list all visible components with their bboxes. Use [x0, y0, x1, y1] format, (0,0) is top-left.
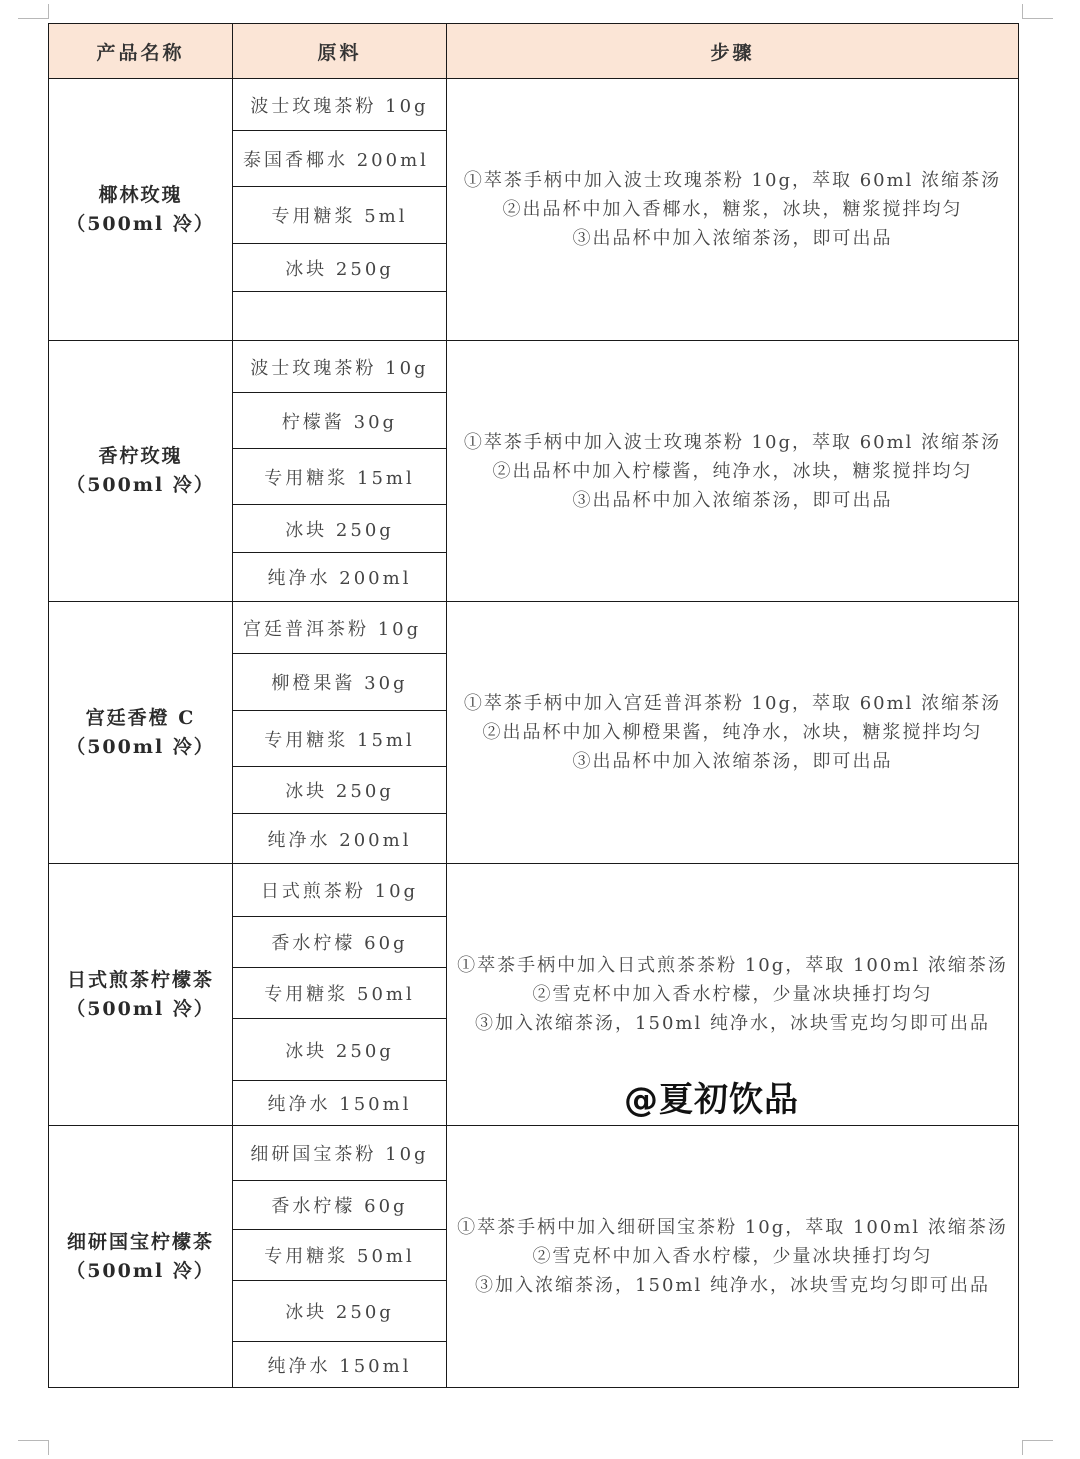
ingredient-cell: 专用糖浆 5ml	[233, 187, 447, 244]
table-header-row	[49, 24, 1019, 79]
product-name: 日式煎茶柠檬茶	[66, 968, 214, 991]
product-name-cell	[49, 602, 233, 864]
ingredient-cell: 宫廷普洱茶粉 10g	[233, 602, 447, 654]
ingredient-cell: 专用糖浆 50ml	[233, 1230, 447, 1281]
step-2: ②雪克杯中加入香水柠檬，少量冰块捶打均匀	[532, 1246, 933, 1267]
product-size: （500ml 冷）	[66, 997, 215, 1020]
product-name: 宫廷香橙 C	[85, 706, 196, 729]
header-product-name: 产品名称	[49, 24, 233, 79]
ingredient-cell: 专用糖浆 15ml	[233, 711, 447, 767]
ingredient-cell: 纯净水 200ml	[233, 553, 447, 602]
watermark: @夏初饮品	[624, 1080, 799, 1120]
step-2: ②雪克杯中加入香水柠檬，少量冰块捶打均匀	[532, 984, 933, 1005]
table-row	[49, 602, 1019, 654]
step-3: ③出品杯中加入浓缩茶汤，即可出品	[572, 228, 893, 249]
ingredient-cell: 波士玫瑰茶粉 10g	[233, 341, 447, 393]
product-size: （500ml 冷）	[66, 735, 215, 758]
crop-mark-bottom-right	[1022, 1440, 1053, 1455]
ingredient-cell: 波士玫瑰茶粉 10g	[233, 79, 447, 131]
table-row	[49, 79, 1019, 131]
product-name-cell	[49, 79, 233, 341]
product-name-cell	[49, 341, 233, 602]
ingredient-cell: 纯净水 200ml	[233, 814, 447, 864]
step-3: ③出品杯中加入浓缩茶汤，即可出品	[572, 751, 893, 772]
recipe-table	[48, 23, 1019, 1388]
ingredient-cell: 冰块 250g	[233, 767, 447, 814]
ingredient-cell: 泰国香椰水 200ml	[233, 131, 447, 187]
ingredient-cell: 纯净水 150ml	[233, 1081, 447, 1126]
header-ingredients: 原料	[233, 24, 447, 79]
steps-cell	[447, 341, 1019, 602]
ingredient-cell: 香水柠檬 60g	[233, 917, 447, 968]
ingredient-cell: 柳橙果酱 30g	[233, 654, 447, 711]
product-name: 香柠玫瑰	[98, 445, 183, 467]
ingredient-cell: 专用糖浆 15ml	[233, 449, 447, 505]
steps-cell	[447, 79, 1019, 341]
step-1: ①萃茶手柄中加入波士玫瑰茶粉 10g，萃取 60ml 浓缩茶汤	[463, 170, 1002, 191]
step-3: ③加入浓缩茶汤，150ml 纯净水，冰块雪克均匀即可出品	[475, 1013, 990, 1034]
ingredient-cell: 冰块 250g	[233, 1281, 447, 1342]
step-3: ③加入浓缩茶汤，150ml 纯净水，冰块雪克均匀即可出品	[475, 1275, 990, 1296]
header-steps: 步骤	[447, 24, 1019, 79]
table-row	[49, 864, 1019, 917]
step-2: ②出品杯中加入柠檬酱，纯净水，冰块，糖浆搅拌均匀	[492, 460, 973, 482]
product-name: 细研国宝柠檬茶	[66, 1230, 214, 1253]
ingredient-cell: 细研国宝茶粉 10g	[233, 1126, 447, 1181]
step-1: ①萃茶手柄中加入波士玫瑰茶粉 10g，萃取 60ml 浓缩茶汤	[463, 431, 1002, 453]
step-1: ①萃茶手柄中加入日式煎茶茶粉 10g，萃取 100ml 浓缩茶汤	[457, 955, 1008, 976]
ingredient-cell: 柠檬酱 30g	[233, 393, 447, 449]
ingredient-cell: 专用糖浆 50ml	[233, 968, 447, 1019]
ingredient-cell-empty	[233, 292, 447, 341]
table-row	[49, 1126, 1019, 1181]
step-2: ②出品杯中加入香椰水，糖浆，冰块，糖浆搅拌均匀	[502, 199, 963, 220]
ingredient-cell: 香水柠檬 60g	[233, 1181, 447, 1230]
product-name-cell	[49, 1126, 233, 1388]
product-name: 椰林玫瑰	[98, 183, 183, 206]
product-size: （500ml 冷）	[66, 474, 215, 496]
ingredient-cell: 冰块 250g	[233, 244, 447, 292]
ingredient-cell: 冰块 250g	[233, 1019, 447, 1081]
product-size: （500ml 冷）	[66, 212, 215, 235]
product-name-cell	[49, 864, 233, 1126]
step-1: ①萃茶手柄中加入宫廷普洱茶粉 10g，萃取 60ml 浓缩茶汤	[463, 693, 1002, 714]
product-size: （500ml 冷）	[66, 1259, 215, 1282]
steps-cell	[447, 602, 1019, 864]
step-3: ③出品杯中加入浓缩茶汤，即可出品	[572, 489, 893, 511]
ingredient-cell: 日式煎茶粉 10g	[233, 864, 447, 917]
step-2: ②出品杯中加入柳橙果酱，纯净水，冰块，糖浆搅拌均匀	[482, 722, 983, 743]
ingredient-cell: 纯净水 150ml	[233, 1342, 447, 1388]
step-1: ①萃茶手柄中加入细研国宝茶粉 10g，萃取 100ml 浓缩茶汤	[457, 1217, 1008, 1238]
ingredient-cell: 冰块 250g	[233, 505, 447, 553]
crop-mark-bottom-left	[18, 1440, 49, 1455]
steps-cell	[447, 1126, 1019, 1388]
table-row	[49, 341, 1019, 393]
crop-mark-top-right	[1022, 4, 1053, 19]
crop-mark-top-left	[18, 4, 49, 19]
